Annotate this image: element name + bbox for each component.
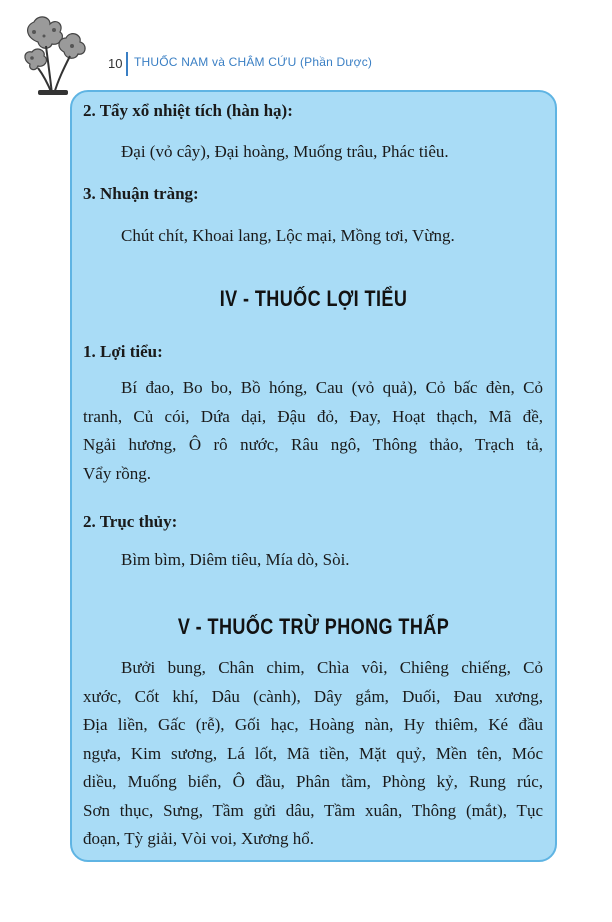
paragraph-line: Bí đao, Bo bo, Bồ hóng, Cau (vỏ quả), Cỏ bấc đèn, Cỏ xyxy=(121,378,543,397)
section-body-tru-phong-thap xyxy=(83,654,543,854)
paragraph-line: Sơn thục, Sưng, Tầm gửi dâu, Tầm xuân, Thông (mắt), Tục xyxy=(83,800,543,820)
paragraph-line: diều, Muống biển, Ô đầu, Phân tầm, Phòng kỷ, Rung rúc, xyxy=(83,772,543,791)
section-heading-nhuan-trang: 3. Nhuận tràng: xyxy=(83,184,199,203)
section-heading-loi-tieu: 1. Lợi tiểu: xyxy=(83,342,163,361)
chapter-heading-loi-tieu: IV - THUỐC LỢI TIỂU xyxy=(219,286,408,311)
section-body-tay-xo: Đại (vỏ cây), Đại hoàng, Muống trâu, Phác tiêu. xyxy=(121,142,449,161)
herb-plant-logo-icon xyxy=(20,12,102,98)
section-heading-tay-xo: 2. Tẩy xổ nhiệt tích (hàn hạ): xyxy=(83,101,293,120)
paragraph-line: tranh, Củ cói, Dứa dại, Đậu đỏ, Đay, Hoạt thạch, Mã đề, xyxy=(83,406,543,426)
running-title: THUỐC NAM và CHÂM CỨU (Phần Dược) xyxy=(134,55,373,69)
paragraph-line: Vẩy rồng. xyxy=(83,463,151,483)
header-divider xyxy=(126,52,128,76)
page-header xyxy=(0,0,612,100)
section-heading-truc-thuy: 2. Trục thủy: xyxy=(83,512,178,531)
section-body-truc-thuy: Bìm bìm, Diêm tiêu, Mía dò, Sòi. xyxy=(121,550,350,569)
paragraph-line: Bưởi bung, Chân chim, Chìa vôi, Chiêng chiếng, Cỏ xyxy=(121,658,543,677)
paragraph-line: đoạn, Tỳ giải, Vòi voi, Xương hổ. xyxy=(83,829,315,848)
paragraph-line: Ngải hương, Ô rô nước, Râu ngô, Thông thảo, Trạch tả, xyxy=(83,435,543,454)
section-body-loi-tieu xyxy=(83,374,543,488)
paragraph-line: xước, Cốt khí, Dâu (cành), Dây gắm, Duối, Đau xương, xyxy=(83,686,543,706)
paragraph-line: ngựa, Kim sương, Lá lốt, Mã tiền, Mặt quỷ, Mền tên, Móc xyxy=(83,743,543,763)
paragraph-line: Địa liền, Gấc (rễ), Gối hạc, Hoàng nàn, Hy thiêm, Ké đầu xyxy=(83,715,543,734)
section-body-nhuan-trang: Chút chít, Khoai lang, Lộc mại, Mồng tơi, Vừng. xyxy=(121,226,455,245)
page-number: 10 xyxy=(108,56,123,71)
chapter-heading-tru-phong-thap: V - THUỐC TRỪ PHONG THẤP xyxy=(177,614,450,639)
